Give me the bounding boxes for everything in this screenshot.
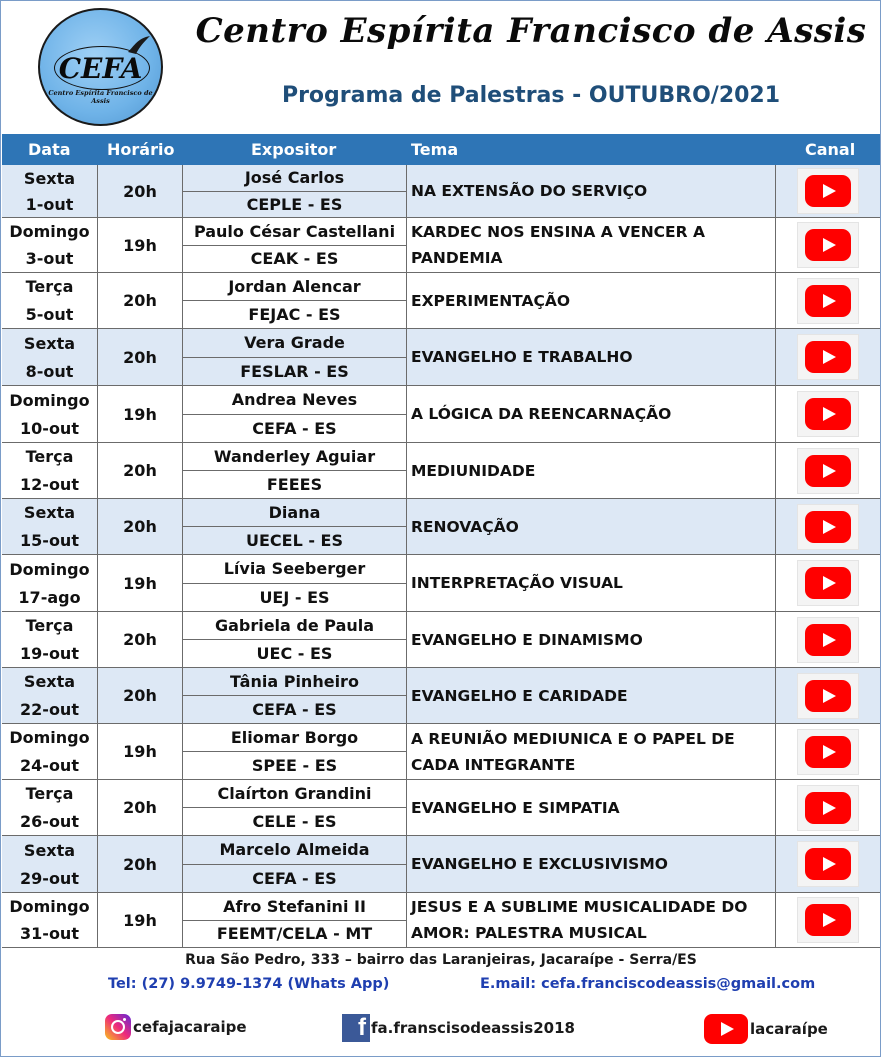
instagram-handle: cefajacaraipe: [133, 1018, 247, 1036]
time-cell: 19h: [98, 386, 183, 442]
youtube-icon: [805, 680, 851, 712]
theme-cell: EXPERIMENTAÇÃO: [407, 273, 776, 328]
date-cell: [2, 836, 98, 892]
youtube-icon: [805, 904, 851, 936]
table-row: [2, 165, 880, 218]
table-row: [2, 836, 880, 893]
date: 29-out: [20, 868, 79, 888]
channel-cell: [776, 273, 880, 328]
speaker-cell: [183, 386, 407, 442]
theme-cell: EVANGELHO E DINAMISMO: [407, 612, 776, 667]
theme-cell: INTERPRETAÇÃO VISUAL: [407, 555, 776, 611]
speaker-center: CEFA - ES: [252, 418, 337, 438]
youtube-button[interactable]: [797, 448, 859, 494]
email-link[interactable]: E.mail: cefa.franciscodeassis@gmail.com: [480, 976, 816, 992]
youtube-icon: [805, 341, 851, 373]
column-header-tema: Tema: [411, 140, 459, 159]
youtube-button[interactable]: [797, 168, 859, 214]
channel-cell: [776, 668, 880, 723]
weekday: Terça: [25, 784, 74, 804]
date-cell: [2, 165, 98, 217]
youtube-button[interactable]: [797, 841, 859, 887]
date-cell: [2, 724, 98, 779]
date: 1-out: [25, 194, 74, 214]
page-subtitle: Programa de Palestras - OUTUBRO/2021: [281, 83, 781, 108]
table-row: [2, 668, 880, 724]
speaker-name: Claírton Grandini: [183, 780, 406, 808]
channel-cell: [776, 612, 880, 667]
table-row: [2, 612, 880, 668]
speaker-center: UEC - ES: [256, 644, 333, 663]
speaker-center: CEPLE - ES: [246, 194, 343, 214]
youtube-icon: [805, 624, 851, 656]
theme-cell: EVANGELHO E CARIDADE: [407, 668, 776, 723]
speaker-cell: [183, 668, 407, 723]
theme-cell: A REUNIÃO MEDIUNICA E O PAPEL DE CADA INTEGRANTE: [407, 724, 776, 779]
speaker-cell: [183, 780, 407, 835]
speaker-center: FEJAC - ES: [248, 305, 341, 324]
youtube-link[interactable]: [704, 1014, 828, 1044]
cefa-logo: [38, 8, 163, 126]
table-row: [2, 329, 880, 386]
speaker-center: CELE - ES: [252, 812, 337, 831]
channel-cell: [776, 329, 880, 385]
time-cell: 20h: [98, 273, 183, 328]
date-cell: [2, 386, 98, 442]
column-header-expositor: Expositor: [251, 140, 337, 159]
speaker-cell: [183, 836, 407, 892]
youtube-icon: [805, 455, 851, 487]
date: 17-ago: [18, 587, 81, 607]
speaker-cell: [183, 555, 407, 611]
date: 8-out: [25, 361, 74, 381]
youtube-button[interactable]: [797, 222, 859, 268]
youtube-button[interactable]: [797, 278, 859, 324]
time-cell: 20h: [98, 668, 183, 723]
channel-cell: [776, 499, 880, 554]
speaker-cell: [183, 612, 407, 667]
date: 15-out: [20, 530, 79, 550]
date: 24-out: [20, 755, 79, 775]
weekday: Terça: [25, 447, 74, 467]
speaker-name: Afro Stefanini II: [183, 893, 406, 921]
speaker-name: Jordan Alencar: [183, 273, 406, 301]
youtube-icon: [805, 229, 851, 261]
youtube-button[interactable]: [797, 504, 859, 550]
youtube-button[interactable]: [797, 560, 859, 606]
table-row: [2, 555, 880, 612]
youtube-icon: [805, 792, 851, 824]
speaker-center: SPEE - ES: [251, 756, 338, 775]
speaker-center: CEFA - ES: [252, 700, 337, 719]
speaker-center: CEAK - ES: [250, 249, 339, 269]
speaker-name: Vera Grade: [183, 329, 406, 358]
weekday: Sexta: [23, 503, 76, 523]
time-cell: 20h: [98, 836, 183, 892]
theme-cell: EVANGELHO E EXCLUSIVISMO: [407, 836, 776, 892]
date: 3-out: [25, 249, 74, 268]
weekday: Sexta: [23, 333, 76, 353]
table-body: [2, 165, 880, 948]
theme-cell: KARDEC NOS ENSINA A VENCER A PANDEMIA: [407, 218, 776, 272]
youtube-icon: [805, 736, 851, 768]
youtube-icon: [805, 511, 851, 543]
time-cell: 20h: [98, 443, 183, 498]
speaker-name: Diana: [183, 499, 406, 527]
date-cell: [2, 612, 98, 667]
time-cell: 19h: [98, 555, 183, 611]
date: 31-out: [20, 924, 79, 943]
speaker-cell: [183, 893, 407, 947]
speaker-center: UEJ - ES: [259, 587, 330, 607]
logo-subtitle: Centro Espírita Francisco de Assis: [48, 89, 153, 105]
theme-cell: JESUS E A SUBLIME MUSICALIDADE DO AMOR: PALESTRA MUSICAL: [407, 893, 776, 947]
weekday: Terça: [25, 616, 74, 636]
date-cell: [2, 668, 98, 723]
date-cell: [2, 329, 98, 385]
weekday: Domingo: [9, 897, 90, 916]
schedule-table: [2, 134, 880, 948]
date: 10-out: [20, 418, 79, 438]
weekday: Domingo: [9, 390, 90, 410]
speaker-name: Wanderley Aguiar: [183, 443, 406, 471]
speaker-cell: [183, 329, 407, 385]
weekday: Sexta: [23, 840, 76, 860]
weekday: Domingo: [9, 559, 90, 579]
facebook-handle: fa.franscisodeassis2018: [371, 1019, 575, 1037]
time-cell: 20h: [98, 612, 183, 667]
speaker-name: Paulo César Castellani: [183, 218, 406, 246]
time-cell: 20h: [98, 329, 183, 385]
speaker-name: Tânia Pinheiro: [183, 668, 406, 696]
time-cell: 20h: [98, 780, 183, 835]
table-row: [2, 893, 880, 948]
date: 19-out: [20, 643, 79, 663]
youtube-icon: [805, 175, 851, 207]
speaker-name: Andrea Neves: [183, 386, 406, 415]
facebook-icon: f: [342, 1014, 370, 1042]
facebook-link[interactable]: [342, 1014, 575, 1042]
weekday: Terça: [25, 277, 74, 297]
youtube-icon: [805, 848, 851, 880]
channel-cell: [776, 724, 880, 779]
page-title: Centro Espírita Francisco de Assis: [195, 11, 867, 51]
column-header-horario: Horário: [107, 140, 175, 159]
youtube-button[interactable]: [797, 785, 859, 831]
youtube-button[interactable]: [797, 673, 859, 719]
speaker-center: UECEL - ES: [245, 531, 344, 550]
table-row: [2, 724, 880, 780]
weekday: Domingo: [9, 728, 90, 748]
speaker-center: FEEES: [266, 475, 323, 494]
speaker-cell: [183, 273, 407, 328]
date-cell: [2, 218, 98, 272]
time-cell: 20h: [98, 165, 183, 217]
theme-cell: EVANGELHO E SIMPATIA: [407, 780, 776, 835]
speaker-center: FEEMT/CELA - MT: [216, 924, 373, 944]
time-cell: 19h: [98, 893, 183, 947]
speaker-cell: [183, 443, 407, 498]
speaker-cell: [183, 218, 407, 272]
date-cell: [2, 893, 98, 947]
phone[interactable]: Tel: (27) 9.9749-1374 (Whats App): [108, 976, 390, 992]
speaker-center: FESLAR - ES: [240, 361, 349, 381]
youtube-button[interactable]: [797, 897, 859, 943]
column-header-data: Data: [28, 140, 71, 159]
youtube-button[interactable]: [797, 334, 859, 380]
speaker-name: Lívia Seeberger: [183, 555, 406, 584]
theme-cell: A LÓGICA DA REENCARNAÇÃO: [407, 386, 776, 442]
speaker-name: Eliomar Borgo: [183, 724, 406, 752]
footer: [2, 948, 880, 1056]
weekday: Sexta: [23, 672, 76, 692]
channel-cell: [776, 555, 880, 611]
channel-cell: [776, 893, 880, 947]
speaker-name: Marcelo Almeida: [183, 836, 406, 865]
time-cell: 20h: [98, 499, 183, 554]
channel-cell: [776, 836, 880, 892]
time-cell: 19h: [98, 724, 183, 779]
instagram-icon: [105, 1014, 131, 1040]
speaker-name: José Carlos: [183, 165, 406, 192]
theme-cell: EVANGELHO E TRABALHO: [407, 329, 776, 385]
youtube-icon: [805, 567, 851, 599]
date-cell: [2, 273, 98, 328]
speaker-cell: [183, 724, 407, 779]
date: 22-out: [20, 699, 79, 719]
youtube-icon: [805, 398, 851, 430]
date-cell: [2, 443, 98, 498]
theme-cell: RENOVAÇÃO: [407, 499, 776, 554]
channel-cell: [776, 218, 880, 272]
youtube-handle: lacaraípe: [750, 1020, 828, 1038]
youtube-icon: [704, 1014, 748, 1044]
date: 26-out: [20, 811, 79, 831]
address: Rua São Pedro, 333 – bairro das Laranjeiras, Jacaraípe - Serra/ES: [185, 952, 697, 968]
table-row: [2, 780, 880, 836]
youtube-icon: [805, 285, 851, 317]
table-row: [2, 273, 880, 329]
youtube-button[interactable]: [797, 391, 859, 437]
date: 12-out: [20, 474, 79, 494]
column-header-canal: Canal: [805, 140, 856, 159]
speaker-center: CEFA - ES: [252, 868, 337, 888]
weekday: Domingo: [9, 222, 90, 241]
speaker-cell: [183, 165, 407, 217]
speaker-cell: [183, 499, 407, 554]
table-row: [2, 218, 880, 273]
youtube-button[interactable]: [797, 617, 859, 663]
table-row: [2, 386, 880, 443]
theme-cell: MEDIUNIDADE: [407, 443, 776, 498]
youtube-button[interactable]: [797, 729, 859, 775]
logo-text: CEFA: [58, 52, 143, 85]
date-cell: [2, 780, 98, 835]
table-row: [2, 499, 880, 555]
speaker-name: Gabriela de Paula: [183, 612, 406, 640]
date-cell: [2, 499, 98, 554]
time-cell: 19h: [98, 218, 183, 272]
channel-cell: [776, 780, 880, 835]
channel-cell: [776, 386, 880, 442]
date-cell: [2, 555, 98, 611]
instagram-link[interactable]: [105, 1014, 247, 1040]
table-row: [2, 443, 880, 499]
table-header: [2, 134, 880, 165]
theme-cell: NA EXTENSÃO DO SERVIÇO: [407, 165, 776, 217]
channel-cell: [776, 165, 880, 217]
date: 5-out: [25, 304, 74, 324]
channel-cell: [776, 443, 880, 498]
weekday: Sexta: [23, 168, 76, 188]
